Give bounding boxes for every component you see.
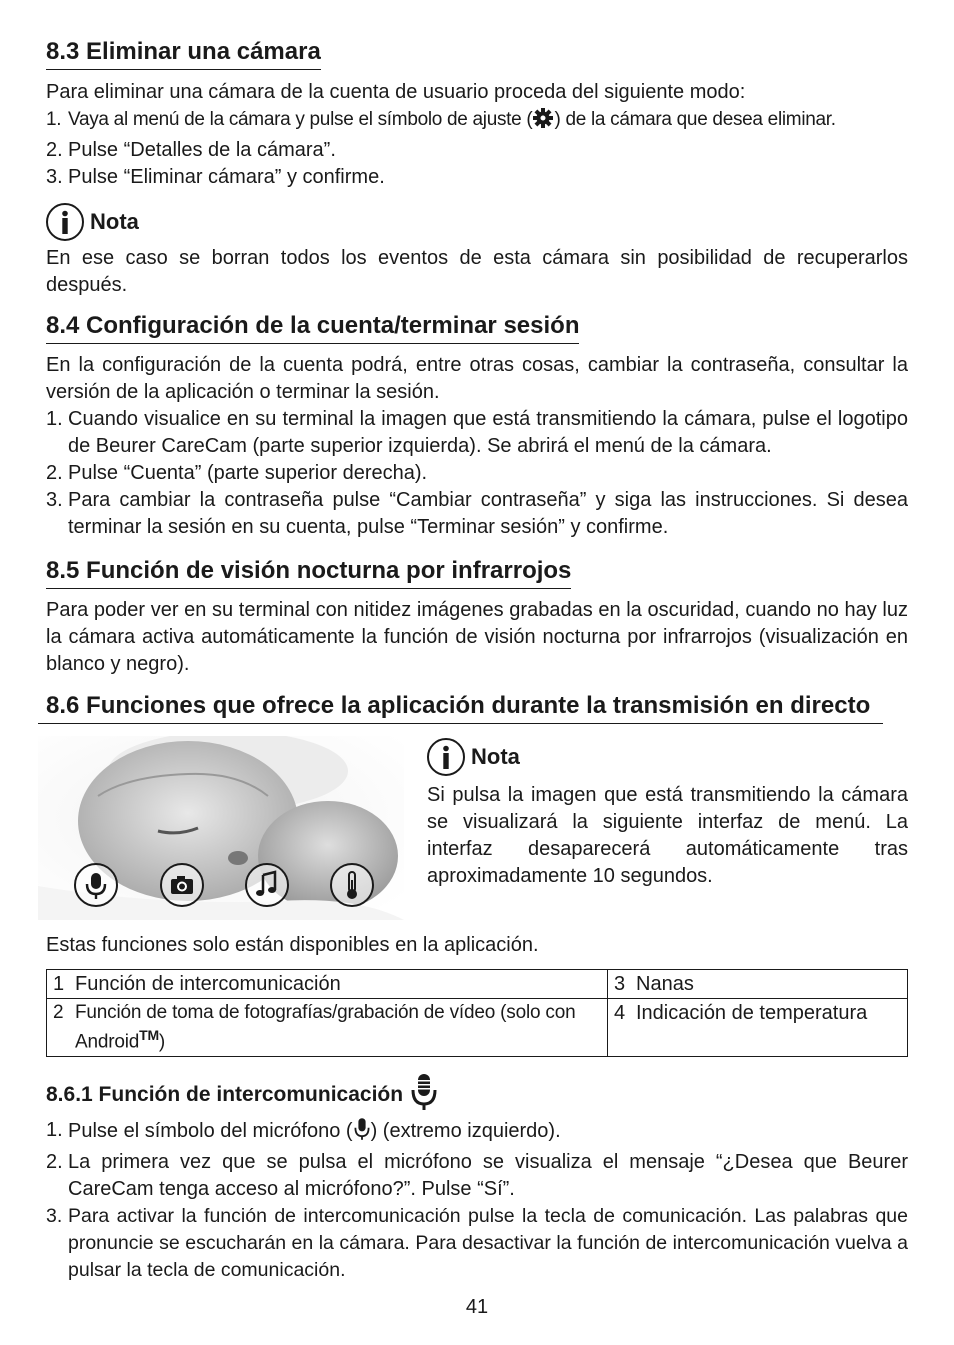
temperature-button[interactable] xyxy=(330,863,374,907)
section-8-5 xyxy=(46,557,908,678)
info-icon xyxy=(427,738,465,776)
camera-icon xyxy=(162,865,202,905)
functions-availability xyxy=(46,932,908,959)
list-item: 1. Vaya al menú de la cámara y pulse el símbolo de ajuste ( ) de la cámara que desea eliminar. xyxy=(46,106,908,137)
table-cell: 1 Función de intercomunicación xyxy=(47,970,608,999)
baby-photo xyxy=(38,736,404,920)
camera-button[interactable] xyxy=(160,863,204,907)
paragraph: Para poder ver en su terminal con nitidez imágenes grabadas en la oscuridad, cuando no hay luz la cámara activa automáticamente la función de visión nocturna por infrarrojos (visualización en blanco y negro). xyxy=(46,599,908,675)
note-heading: Nota xyxy=(46,203,908,241)
thermometer-icon xyxy=(332,865,372,905)
note-text: En ese caso se borran todos los eventos de esta cámara sin posibilidad de recuperarlos después. xyxy=(46,247,908,296)
list-item: 1. Pulse el símbolo del micrófono ( ) (extremo izquierdo). xyxy=(46,1117,908,1149)
section-8-6-1 xyxy=(46,1072,908,1284)
functions-table xyxy=(46,969,908,1057)
section-title: 8.3 Eliminar una cámara xyxy=(46,38,321,70)
section-title: 8.4 Configuración de la cuenta/terminar sesión xyxy=(46,312,579,344)
microphone-button[interactable] xyxy=(74,863,118,907)
paragraph: Estas funciones solo están disponibles en la aplicación. xyxy=(46,934,539,956)
table-row xyxy=(47,970,908,999)
info-icon xyxy=(46,203,84,241)
table-cell: 3 Nanas xyxy=(608,970,908,999)
paragraph: En la configuración de la cuenta podrá, entre otras cosas, cambiar la contraseña, consultar la versión de la aplicación o terminar la sesión. xyxy=(46,354,908,403)
section-8-4 xyxy=(46,312,908,541)
microphone-icon xyxy=(409,1072,439,1117)
list-item: 1. Cuando visualice en su terminal la imagen que está transmitiendo la cámara, pulse el logotipo de Beurer CareCam (parte superior izquierda). Se abrirá el menú de la cámara. xyxy=(46,408,908,457)
steps-list xyxy=(46,406,908,541)
list-item: 2. Pulse “Detalles de la cámara”. xyxy=(46,139,336,161)
section-8-3 xyxy=(46,38,908,299)
list-item: 3. Para activar la función de intercomunicación pulse la tecla de comunicación. Las palabras que pronuncie se escucharán en la cámara. Para desactivar la función de intercomunicación vuelva a pulsar la tecla de comunicación. xyxy=(46,1205,908,1281)
list-item: 3. Pulse “Eliminar cámara” y confirme. xyxy=(46,166,385,188)
table-cell: 4 Indicación de temperatura xyxy=(608,999,908,1057)
list-item: 2. La primera vez que se pulsa el micrófono se visualiza el mensaje “¿Desea que Beurer CareCam tenga acceso al micrófono?”. Pulse “Sí”. xyxy=(46,1151,908,1200)
section-8-6-note xyxy=(427,738,908,890)
table-cell: 2 Función de toma de fotografías/grabación de vídeo (solo con Android™) xyxy=(47,999,608,1057)
note-heading: Nota xyxy=(427,738,908,776)
table-row xyxy=(47,999,908,1057)
steps-list xyxy=(46,1117,908,1284)
gear-icon xyxy=(532,107,554,137)
list-item: 3. Para cambiar la contraseña pulse “Cambiar contraseña” y siga las instrucciones. Si desea terminar la sesión en su cuenta, pulse “Terminar sesión” y confirme. xyxy=(46,489,908,538)
music-note-icon xyxy=(247,865,287,905)
paragraph: Para eliminar una cámara de la cuenta de usuario proceda del siguiente modo: xyxy=(46,81,746,103)
section-title: 8.6.1 Función de intercomunicación xyxy=(46,1082,404,1106)
lullaby-button[interactable] xyxy=(245,863,289,907)
steps-list xyxy=(46,106,908,191)
section-8-6 xyxy=(38,692,908,724)
note-text: Si pulsa la imagen que está transmitiendo la cámara se visualizará la siguiente interfaz de menú. La interfaz desaparecerá automáticamente tras aproximadamente 10 segundos. xyxy=(427,784,908,887)
page-number: 41 xyxy=(465,1296,489,1318)
section-title: 8.5 Función de visión nocturna por infrarrojos xyxy=(46,557,571,589)
functions-table-wrap xyxy=(46,969,908,1057)
list-item: 2. Pulse “Cuenta” (parte superior derecha). xyxy=(46,462,428,484)
section-title: 8.6 Funciones que ofrece la aplicación durante la transmisión en directo xyxy=(38,692,883,724)
microphone-icon xyxy=(353,1117,371,1149)
microphone-icon xyxy=(76,865,116,905)
